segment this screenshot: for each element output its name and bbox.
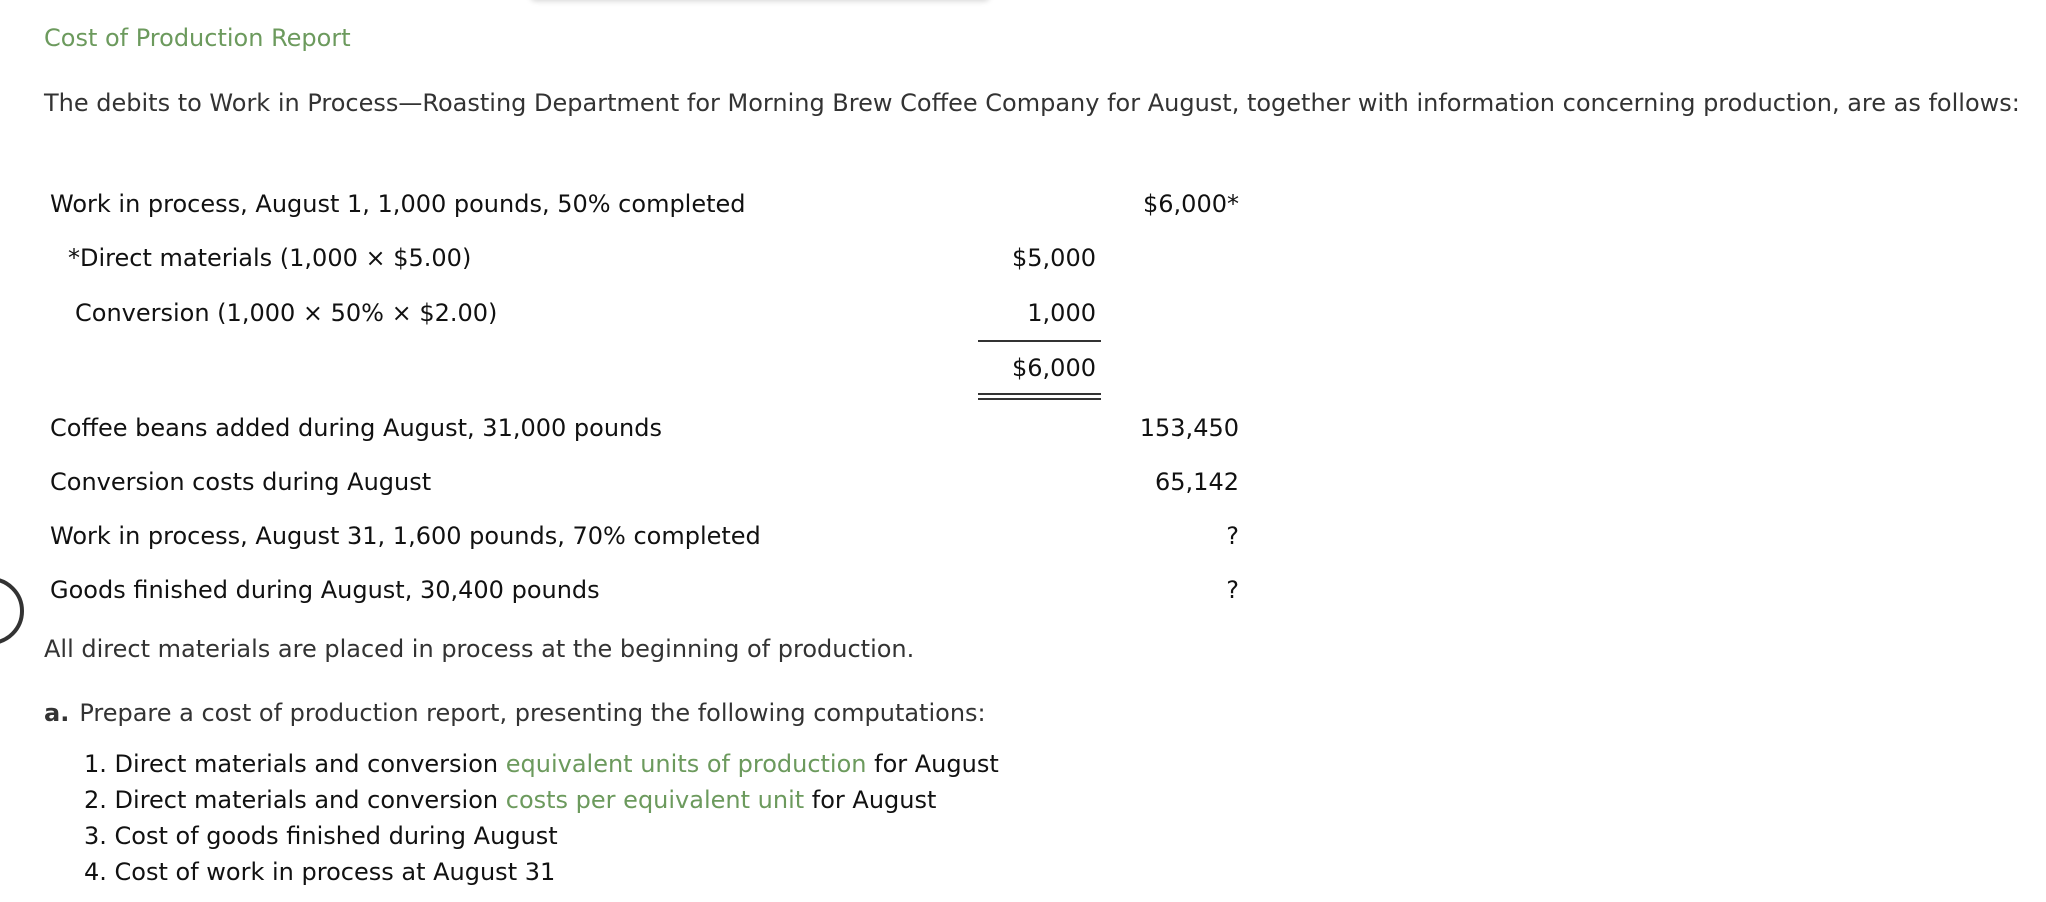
row-label: Goods finished during August, 30,400 pounds <box>50 576 600 604</box>
row-amount: ? <box>1226 522 1239 550</box>
row-label: Conversion (1,000 × 50% × $2.00) <box>75 299 498 327</box>
row-label: *Direct materials (1,000 × $5.00) <box>68 244 472 272</box>
row-amount: $6,000* <box>1143 190 1239 218</box>
row-label: Coffee beans added during August, 31,000 pounds <box>50 414 662 442</box>
row-amount: $5,000 <box>1012 244 1096 272</box>
item-text: for August <box>866 750 999 778</box>
requirement-a <box>44 699 986 727</box>
row-subtotal <box>0 354 1300 394</box>
item-number: 4. <box>84 858 107 886</box>
row-amount: 1,000 <box>1027 299 1096 327</box>
row-conversion <box>0 299 1300 339</box>
page-title: Cost of Production Report <box>44 24 351 52</box>
item-text: Cost of work in process at August 31 <box>114 858 556 886</box>
subtotal-rule <box>978 340 1101 342</box>
equivalent-units-link[interactable]: equivalent units of production <box>505 750 867 778</box>
row-label: Work in process, August 1, 1,000 pounds, 50% completed <box>50 190 746 218</box>
row-direct-materials <box>0 244 1300 284</box>
computations-list <box>84 749 999 893</box>
item-text: Cost of goods finished during August <box>114 822 558 850</box>
total-double-rule <box>978 393 1101 400</box>
item-text: Direct materials and conversion <box>114 786 506 814</box>
item-text: Direct materials and conversion <box>114 750 506 778</box>
list-item <box>84 749 999 785</box>
cost-per-equivalent-unit-link[interactable]: costs per equivalent unit <box>505 786 805 814</box>
row-goods-finished <box>0 576 1300 616</box>
intro-paragraph: The debits to Work in Process—Roasting Department for Morning Brew Coffee Company for August, together with information concerning production, are as follows: <box>44 89 2020 117</box>
row-amount: $6,000 <box>1012 354 1096 382</box>
row-label: Work in process, August 31, 1,600 pounds, 70% completed <box>50 522 761 550</box>
requirement-text: Prepare a cost of production report, presenting the following computations: <box>79 699 986 727</box>
row-label: Conversion costs during August <box>50 468 432 496</box>
item-text: for August <box>804 786 937 814</box>
item-number: 3. <box>84 822 107 850</box>
row-wip-end <box>0 522 1300 562</box>
list-item <box>84 821 999 857</box>
row-amount: 65,142 <box>1155 468 1239 496</box>
row-conversion-costs <box>0 468 1300 508</box>
materials-note: All direct materials are placed in process at the beginning of production. <box>44 635 915 663</box>
item-number: 2. <box>84 786 107 814</box>
requirement-letter: a. <box>44 699 70 727</box>
row-amount: 153,450 <box>1139 414 1239 442</box>
row-coffee-beans <box>0 414 1300 454</box>
list-item <box>84 785 999 821</box>
row-wip-begin <box>0 190 1300 230</box>
row-amount: ? <box>1226 576 1239 604</box>
item-number: 1. <box>84 750 107 778</box>
list-item <box>84 857 999 893</box>
